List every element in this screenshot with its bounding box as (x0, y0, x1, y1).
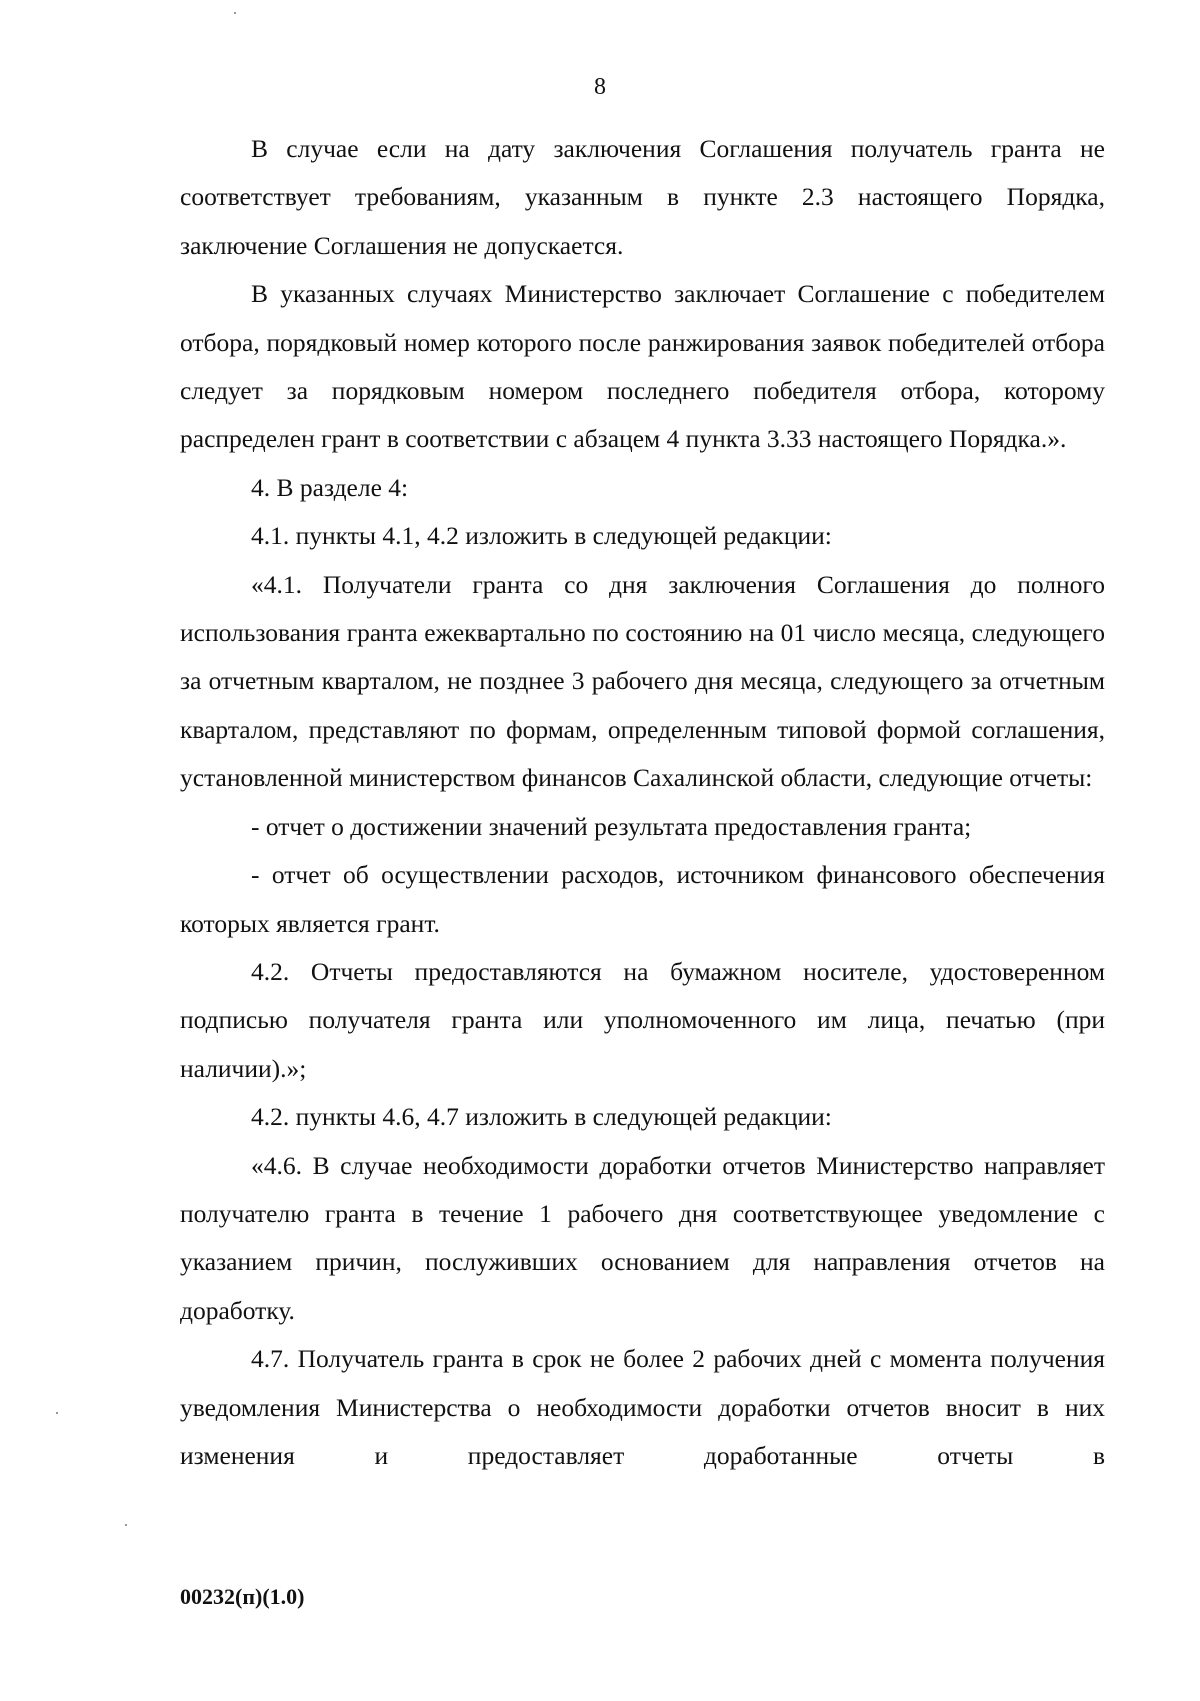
paragraph-1: В случае если на дату заключения Соглашения получатель гранта не соответствует требованиям, указанным в пункте 2.3 настоящего Порядка, заключение Соглашения не допускается. (180, 134, 1105, 260)
paragraph-2: В указанных случаях Министерство заключает Соглашение с победителем отбора, порядковый номер которого после ранжирования заявок победителей отбора следует за порядковым номером последнего победителя отбора, которому распределен грант в соответствии с абзацем 4 пункта 3.33 настоящего Порядка.». (180, 279, 1105, 454)
paragraph-section-4: 4. В разделе 4: (251, 472, 409, 502)
document-body (180, 125, 1105, 1480)
paragraph-4-2-heading: 4.2. пункты 4.6, 4.7 изложить в следующей редакции: (251, 1102, 832, 1132)
scan-speck (234, 12, 236, 14)
paragraph-4-6-text: «4.6. В случае необходимости доработки отчетов Министерство направляет получателю гранта в течение 1 рабочего дня соответствующее уведомление с указанием причин, послуживших основанием для направления отчетов на доработку. (180, 1150, 1105, 1325)
paragraph-4-1-heading: 4.1. пункты 4.1, 4.2 изложить в следующей редакции: (251, 521, 832, 551)
paragraph-4-7-text: 4.7. Получатель гранта в срок не более 2 рабочих дней с момента получения уведомления Министерства о необходимости доработки отчетов вносит в них изменения и предоставляет доработанные отчеты в (180, 1344, 1105, 1470)
list-item-report-2: - отчет об осуществлении расходов, источником финансового обеспечения которых является грант. (180, 860, 1105, 938)
paragraph-4-2-text: 4.2. Отчеты предоставляются на бумажном носителе, удостоверенном подписью получателя гранта или уполномоченного им лица, печатью (при наличии).»; (180, 956, 1105, 1083)
scan-speck (56, 1412, 58, 1414)
scan-speck (125, 1524, 127, 1526)
paragraph-4-1-text: «4.1. Получатели гранта со дня заключения Соглашения до полного использования гранта ежеквартально по состоянию на 01 число месяца, следующего за отчетным кварталом, не позднее 3 рабочего дня месяца, следующего за отчетным кварталом, представляют по формам, определенным типовой формой соглашения, установленной министерством финансов Сахалинской области, следующие отчеты: (180, 569, 1105, 793)
document-code: 00232(п)(1.0) (180, 1584, 305, 1609)
list-item-report-1: - отчет о достижении значений результата предоставления гранта; (251, 811, 972, 841)
page-number: 8 (594, 74, 606, 100)
